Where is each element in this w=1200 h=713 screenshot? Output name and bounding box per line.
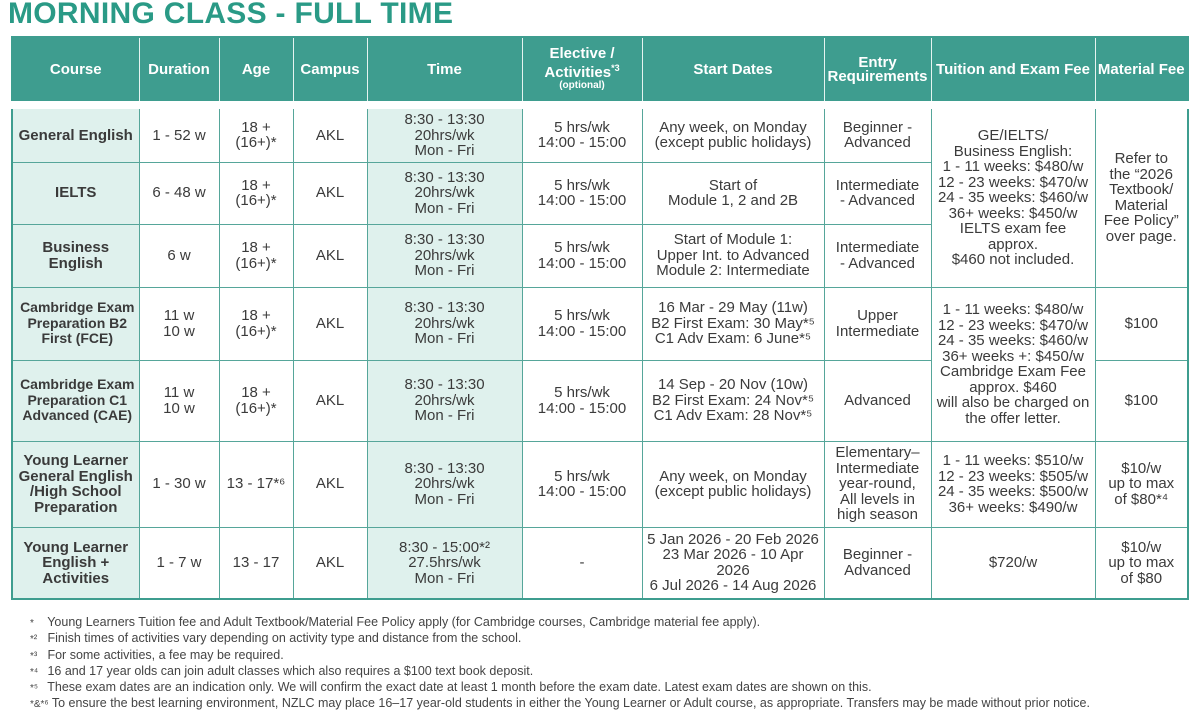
footnote-item bbox=[30, 696, 1190, 712]
cell-line: Young Learner General English /High School Preparation bbox=[18, 452, 133, 516]
cell-line: 10 w bbox=[163, 322, 195, 340]
campus-cell bbox=[293, 360, 367, 441]
duration-cell bbox=[139, 105, 219, 162]
cell-line: $100 bbox=[1124, 314, 1158, 332]
duration-cell bbox=[139, 360, 219, 441]
cell-line: Any week, on Monday bbox=[659, 118, 807, 136]
cell-line: 18 + bbox=[241, 384, 271, 401]
elective-cell bbox=[522, 287, 642, 360]
course-name bbox=[12, 441, 139, 527]
time-cell bbox=[367, 105, 522, 162]
header-entry-requirements: Entry Requirements bbox=[824, 37, 931, 105]
table-row bbox=[12, 105, 1188, 162]
cell-line: 18 + bbox=[241, 239, 271, 256]
cell-line: (except public holidays) bbox=[654, 134, 812, 152]
cell-line: Mon - Fri bbox=[414, 330, 475, 348]
footnote-item bbox=[30, 631, 1190, 647]
cell-line: 14:00 - 15:00 bbox=[537, 483, 627, 500]
cell-line: 5 hrs/wk bbox=[554, 239, 610, 256]
cell-line: AKL bbox=[315, 246, 345, 264]
cell-line: 14 Sep - 20 Nov (10w) bbox=[657, 376, 809, 394]
cell-line: 6 - 48 w bbox=[152, 184, 206, 202]
cell-line: Module 1, 2 and 2B bbox=[667, 192, 799, 209]
cell-line: General English bbox=[18, 126, 133, 144]
cell-line: IELTS bbox=[55, 184, 97, 202]
footnote-text: Finish times of activities vary depending on activity type and distance from the school. bbox=[44, 631, 522, 646]
start-dates-cell bbox=[642, 441, 824, 527]
cell-line: year-round, bbox=[839, 475, 916, 493]
footnote-mark: *⁴ bbox=[30, 666, 39, 678]
cell-line: Advanced bbox=[844, 134, 911, 152]
cell-line: (16+)* bbox=[235, 192, 277, 209]
elective-cell bbox=[522, 360, 642, 441]
cell-line: $10/w bbox=[1121, 538, 1162, 556]
footnote-mark: *&*⁶ bbox=[30, 699, 49, 711]
cell-line: Advanced bbox=[844, 561, 911, 579]
cell-line: $720/w bbox=[988, 554, 1038, 571]
elective-cell bbox=[522, 441, 642, 527]
cell-line: 16 Mar - 29 May (11w) bbox=[658, 299, 808, 317]
cell-line: 24 - 35 weeks: $460/w bbox=[937, 332, 1089, 349]
cell-line: 1 - 11 weeks: $480/w bbox=[942, 301, 1084, 318]
campus-cell bbox=[293, 224, 367, 287]
tuition-fee-cell bbox=[931, 105, 1095, 287]
cell-line: Upper bbox=[857, 307, 898, 324]
tuition-fee-cell bbox=[931, 287, 1095, 441]
cell-line: 8:30 - 13:30 bbox=[404, 459, 485, 477]
cell-line: Mon - Fri bbox=[414, 569, 475, 587]
age-cell bbox=[219, 224, 293, 287]
start-dates-cell bbox=[642, 287, 824, 360]
cell-line: 18 + bbox=[241, 307, 271, 324]
elective-cell bbox=[522, 527, 642, 599]
campus-cell bbox=[293, 162, 367, 224]
cell-line: up to max bbox=[1108, 475, 1175, 493]
time-cell bbox=[367, 527, 522, 599]
cell-line: 20hrs/wk bbox=[414, 126, 475, 144]
cell-line: the “2026 bbox=[1109, 165, 1173, 183]
cell-line: 1 - 11 weeks: $510/w bbox=[942, 452, 1084, 469]
age-cell bbox=[219, 360, 293, 441]
cell-line: 36+ weeks: $450/w bbox=[948, 204, 1078, 222]
course-name bbox=[12, 287, 139, 360]
campus-cell bbox=[293, 527, 367, 599]
age-cell bbox=[219, 162, 293, 224]
age-cell bbox=[219, 441, 293, 527]
cell-line: GE/IELTS/ bbox=[977, 127, 1049, 144]
cell-line: AKL bbox=[315, 126, 345, 144]
cell-line: 11 w bbox=[163, 307, 195, 324]
header-age: Age bbox=[219, 37, 293, 105]
cell-line: 13 - 17 bbox=[232, 554, 280, 571]
cell-line: Cambridge Exam Preparation B2 First (FCE) bbox=[20, 299, 135, 347]
cell-line: B2 First Exam: 30 May*⁵ bbox=[651, 314, 815, 332]
cell-line: Intermediate bbox=[835, 176, 920, 194]
cell-line: 14:00 - 15:00 bbox=[537, 254, 627, 272]
cell-line: $460 not included. bbox=[951, 251, 1075, 268]
header-elective-footnote-mark: *3 bbox=[611, 63, 620, 73]
header-row bbox=[12, 37, 1188, 105]
start-dates-cell bbox=[642, 105, 824, 162]
cell-line: - bbox=[579, 554, 585, 571]
campus-cell bbox=[293, 287, 367, 360]
campus-cell bbox=[293, 441, 367, 527]
time-cell bbox=[367, 224, 522, 287]
cell-line: Intermediate bbox=[835, 459, 920, 477]
entry-requirements-cell bbox=[824, 527, 931, 599]
elective-cell bbox=[522, 105, 642, 162]
cell-line: (except public holidays) bbox=[654, 483, 812, 500]
cell-line: $100 bbox=[1124, 391, 1158, 409]
table-row bbox=[12, 527, 1188, 599]
cell-line: 5 hrs/wk bbox=[554, 118, 610, 136]
cell-line: C1 Adv Exam: 6 June*⁵ bbox=[654, 330, 812, 348]
cell-line: Mon - Fri bbox=[414, 142, 475, 159]
start-dates-cell bbox=[642, 527, 824, 599]
duration-cell bbox=[139, 441, 219, 527]
elective-cell bbox=[522, 162, 642, 224]
cell-line: 14:00 - 15:00 bbox=[537, 399, 627, 417]
entry-requirements-cell bbox=[824, 360, 931, 441]
cell-line: 14:00 - 15:00 bbox=[537, 134, 627, 152]
cell-line: Mon - Fri bbox=[414, 407, 475, 425]
cell-line: 20hrs/wk bbox=[414, 391, 475, 409]
footnote-item bbox=[30, 680, 1190, 696]
time-cell bbox=[367, 441, 522, 527]
cell-line: 24 - 35 weeks: $500/w bbox=[937, 483, 1089, 500]
footnote-text: These exam dates are an indication only. We will confirm the exact date at least 1 month before the exam date. Latest exam dates are shown on this. bbox=[44, 680, 872, 695]
cell-line: Mon - Fri bbox=[414, 490, 475, 508]
time-cell bbox=[367, 162, 522, 224]
footnote-mark: *³ bbox=[30, 650, 38, 662]
cell-line: Intermediate bbox=[835, 239, 920, 256]
course-name bbox=[12, 224, 139, 287]
cell-line: 18 + bbox=[241, 118, 271, 136]
cell-line: 20hrs/wk bbox=[414, 184, 475, 202]
cell-line: 6 Jul 2026 - 14 Aug 2026 bbox=[649, 577, 817, 595]
cell-line: (16+)* bbox=[235, 399, 277, 417]
material-fee-cell bbox=[1095, 287, 1188, 360]
cell-line: 20hrs/wk bbox=[414, 314, 475, 332]
time-cell bbox=[367, 287, 522, 360]
course-name bbox=[12, 162, 139, 224]
cell-line: 8:30 - 13:30 bbox=[404, 111, 485, 128]
cell-line: Fee Policy” bbox=[1103, 212, 1179, 230]
cell-line: Business English bbox=[42, 239, 110, 272]
entry-requirements-cell bbox=[824, 224, 931, 287]
header-course: Course bbox=[12, 37, 139, 105]
cell-line: 14:00 - 15:00 bbox=[537, 192, 627, 209]
cell-line: 20hrs/wk bbox=[414, 246, 475, 264]
campus-cell bbox=[293, 105, 367, 162]
elective-cell bbox=[522, 224, 642, 287]
footnote-item bbox=[30, 648, 1190, 664]
header-duration: Duration bbox=[139, 37, 219, 105]
cell-line: Mon - Fri bbox=[414, 262, 475, 280]
cell-line: 8:30 - 13:30 bbox=[404, 299, 485, 317]
cell-line: Intermediate bbox=[835, 322, 920, 340]
cell-line: Refer to bbox=[1114, 150, 1168, 168]
cell-line: 11 w bbox=[163, 384, 195, 401]
cell-line: B2 First Exam: 24 Nov*⁵ bbox=[651, 391, 815, 409]
header-elective-note: (optional) bbox=[559, 80, 605, 91]
cell-line: (16+)* bbox=[235, 322, 277, 340]
cell-line: 1 - 52 w bbox=[152, 126, 206, 144]
material-fee-cell bbox=[1095, 527, 1188, 599]
cell-line: Start of bbox=[708, 176, 758, 194]
table-row bbox=[12, 287, 1188, 360]
cell-line: 12 - 23 weeks: $470/w bbox=[937, 316, 1089, 334]
cell-line: - Advanced bbox=[839, 254, 916, 272]
cell-line: 10 w bbox=[163, 399, 195, 417]
course-schedule-table bbox=[11, 36, 1189, 600]
cell-line: C1 Adv Exam: 28 Nov*⁵ bbox=[653, 407, 813, 425]
cell-line: AKL bbox=[315, 554, 345, 571]
entry-requirements-cell bbox=[824, 105, 931, 162]
cell-line: 5 hrs/wk bbox=[554, 176, 610, 194]
duration-cell bbox=[139, 162, 219, 224]
start-dates-cell bbox=[642, 224, 824, 287]
cell-line: AKL bbox=[315, 475, 345, 493]
footnote-mark: *² bbox=[30, 634, 38, 646]
header-material-fee: Material Fee bbox=[1095, 37, 1188, 105]
cell-line: Elementary– bbox=[835, 444, 920, 462]
cell-line: up to max bbox=[1108, 554, 1175, 571]
cell-line: Cambridge Exam Preparation C1 Advanced (CAE) bbox=[20, 376, 135, 424]
cell-line: the offer letter. bbox=[965, 409, 1061, 427]
header-time: Time bbox=[367, 37, 522, 105]
footnote-item bbox=[30, 615, 1190, 631]
footnote-text: For some activities, a fee may be required. bbox=[44, 647, 284, 662]
cell-line: 23 Mar 2026 - 10 Apr 2026 bbox=[662, 546, 804, 579]
cell-line: Advanced bbox=[844, 391, 911, 409]
time-cell bbox=[367, 360, 522, 441]
entry-requirements-cell bbox=[824, 287, 931, 360]
cell-line: will also be charged on bbox=[936, 394, 1090, 411]
material-fee-cell bbox=[1095, 441, 1188, 527]
cell-line: over page. bbox=[1105, 227, 1177, 245]
material-fee-cell bbox=[1095, 105, 1188, 287]
cell-line: 8:30 - 13:30 bbox=[404, 168, 485, 186]
cell-line: approx. $460 bbox=[969, 378, 1057, 396]
footnote-text: Young Learners Tuition fee and Adult Textbook/Material Fee Policy apply (for Cambridge courses, Cambridge material fee apply). bbox=[44, 615, 761, 629]
duration-cell bbox=[139, 527, 219, 599]
cell-line: All levels in bbox=[839, 490, 916, 508]
footnote-mark: * bbox=[30, 618, 34, 629]
start-dates-cell bbox=[642, 360, 824, 441]
material-fee-cell bbox=[1095, 360, 1188, 441]
header-start-dates: Start Dates bbox=[642, 37, 824, 105]
cell-line: Mon - Fri bbox=[414, 199, 475, 217]
cell-line: Cambridge Exam Fee bbox=[940, 363, 1086, 380]
course-name bbox=[12, 527, 139, 599]
cell-line: 24 - 35 weeks: $460/w bbox=[937, 189, 1089, 206]
age-cell bbox=[219, 287, 293, 360]
cell-line: Material bbox=[1114, 196, 1168, 214]
header-elective bbox=[522, 37, 642, 105]
cell-line: Upper Int. to Advanced bbox=[656, 246, 810, 264]
cell-line: 18 + bbox=[241, 176, 271, 194]
table-row bbox=[12, 441, 1188, 527]
cell-line: AKL bbox=[315, 391, 345, 409]
cell-line: Beginner - bbox=[842, 118, 913, 136]
cell-line: 8:30 - 13:30 bbox=[404, 376, 485, 394]
page-title: MORNING CLASS - FULL TIME bbox=[8, 0, 454, 30]
cell-line: 36+ weeks +: $450/w bbox=[942, 347, 1084, 365]
entry-requirements-cell bbox=[824, 162, 931, 224]
cell-line: Module 2: Intermediate bbox=[656, 262, 810, 280]
cell-line: Textbook/ bbox=[1109, 181, 1174, 199]
entry-requirements-cell bbox=[824, 441, 931, 527]
cell-line: (16+)* bbox=[235, 254, 277, 272]
cell-line: 5 Jan 2026 - 20 Feb 2026 bbox=[647, 530, 819, 548]
cell-line: 5 hrs/wk bbox=[554, 467, 610, 485]
footnote-mark: *⁵ bbox=[30, 683, 39, 695]
header-elective-label: Elective / Activities bbox=[544, 45, 615, 81]
duration-cell bbox=[139, 287, 219, 360]
cell-line: AKL bbox=[315, 184, 345, 202]
tuition-fee-cell bbox=[931, 527, 1095, 599]
cell-line: Young Learner English + Activities bbox=[23, 538, 129, 587]
start-dates-cell bbox=[642, 162, 824, 224]
age-cell bbox=[219, 105, 293, 162]
course-name bbox=[12, 360, 139, 441]
cell-line: 1 - 7 w bbox=[156, 554, 202, 571]
footnote-text: To ensure the best learning environment, NZLC may place 16–17 year-old students in either the Young Learner or Adult course, as appropriate. Transfers may be made without prior notice. bbox=[48, 696, 1090, 711]
cell-line: 27.5hrs/wk bbox=[408, 554, 481, 571]
cell-line: of $80*⁴ bbox=[1114, 490, 1169, 508]
cell-line: Business English: bbox=[953, 142, 1073, 160]
cell-line: 20hrs/wk bbox=[414, 475, 475, 493]
footnote-item bbox=[30, 664, 1190, 680]
cell-line: high season bbox=[837, 506, 918, 524]
cell-line: 8:30 - 13:30 bbox=[404, 231, 485, 249]
cell-line: (16+)* bbox=[235, 134, 277, 152]
cell-line: 1 - 11 weeks: $480/w bbox=[942, 158, 1084, 175]
cell-line: 5 hrs/wk bbox=[554, 384, 610, 401]
cell-line: 6 w bbox=[167, 246, 191, 264]
cell-line: 5 hrs/wk bbox=[554, 307, 610, 324]
duration-cell bbox=[139, 224, 219, 287]
cell-line: Start of Module 1: bbox=[673, 231, 793, 249]
header-campus: Campus bbox=[293, 37, 367, 105]
cell-line: of $80 bbox=[1120, 569, 1163, 587]
cell-line: 8:30 - 15:00*² bbox=[399, 538, 490, 556]
age-cell bbox=[219, 527, 293, 599]
cell-line: 1 - 30 w bbox=[152, 475, 206, 493]
header-tuition-fee: Tuition and Exam Fee bbox=[931, 37, 1095, 105]
cell-line: 14:00 - 15:00 bbox=[537, 322, 627, 340]
footnotes bbox=[30, 615, 1190, 713]
cell-line: 36+ weeks: $490/w bbox=[948, 498, 1078, 516]
cell-line: AKL bbox=[315, 314, 345, 332]
cell-line: Beginner - bbox=[842, 546, 913, 564]
cell-line: IELTS exam fee approx. bbox=[959, 220, 1067, 253]
cell-line: 13 - 17*⁶ bbox=[226, 475, 286, 493]
cell-line: Any week, on Monday bbox=[659, 467, 807, 485]
course-name bbox=[12, 105, 139, 162]
cell-line: $10/w bbox=[1121, 459, 1162, 477]
cell-line: - Advanced bbox=[839, 192, 916, 209]
cell-line: 12 - 23 weeks: $470/w bbox=[937, 173, 1089, 191]
cell-line: 12 - 23 weeks: $505/w bbox=[937, 467, 1089, 485]
footnote-text: 16 and 17 year olds can join adult classes which also requires a $100 text book deposit. bbox=[44, 663, 534, 678]
tuition-fee-cell bbox=[931, 441, 1095, 527]
